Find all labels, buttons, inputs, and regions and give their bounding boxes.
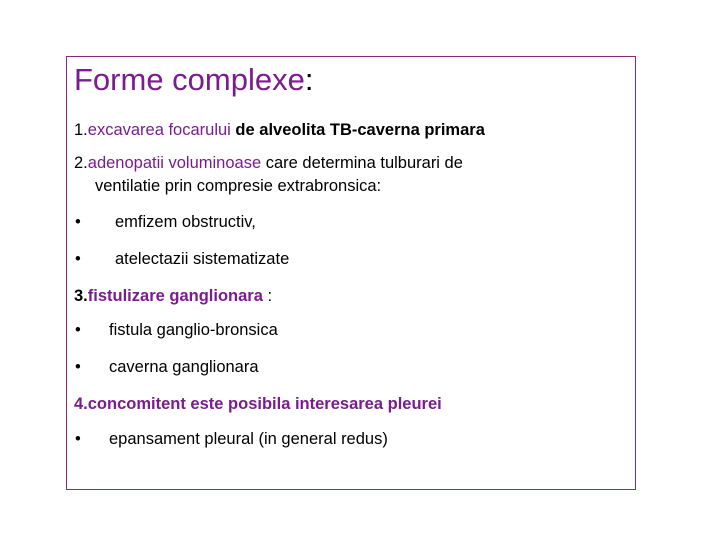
item-3 — [74, 286, 272, 306]
bullet-marker: • — [75, 430, 81, 448]
slide-title — [74, 62, 313, 98]
item-2-text: care determina tulburari de — [261, 154, 463, 172]
item-1-number: 1. — [74, 121, 88, 139]
item-4: 4.concomitent este posibila interesarea pleurei — [74, 395, 442, 413]
item-2 — [74, 153, 463, 173]
item-2-highlight: adenopatii voluminoase — [87, 154, 262, 172]
item-1-text: de alveolita TB-caverna primara — [230, 121, 485, 139]
item-3-number: 3. — [74, 287, 88, 305]
item-4-bullet-1: epansament pleural (in general redus) — [109, 430, 388, 448]
item-1 — [74, 120, 485, 140]
item-3-bullet-2: caverna ganglionara — [109, 358, 259, 376]
item-3-bullet-1: fistula ganglio-bronsica — [109, 321, 278, 339]
item-2-bullet-1: emfizem obstructiv, — [115, 213, 256, 231]
item-2-bullet-2: atelectazii sistematizate — [115, 250, 290, 268]
bullet-marker: • — [75, 250, 81, 268]
item-2-continuation: ventilatie prin compresie extrabronsica: — [95, 177, 382, 195]
item-3-highlight: fistulizare ganglionara — [87, 287, 263, 305]
item-2-number: 2. — [74, 154, 88, 172]
bullet-marker: • — [75, 358, 81, 376]
item-3-text: : — [262, 287, 273, 305]
bullet-marker: • — [75, 321, 81, 339]
title-colon: : — [304, 62, 314, 97]
bullet-marker: • — [75, 213, 81, 231]
item-1-highlight: excavarea focarului — [87, 121, 231, 139]
title-text: Forme complexe — [74, 62, 305, 97]
